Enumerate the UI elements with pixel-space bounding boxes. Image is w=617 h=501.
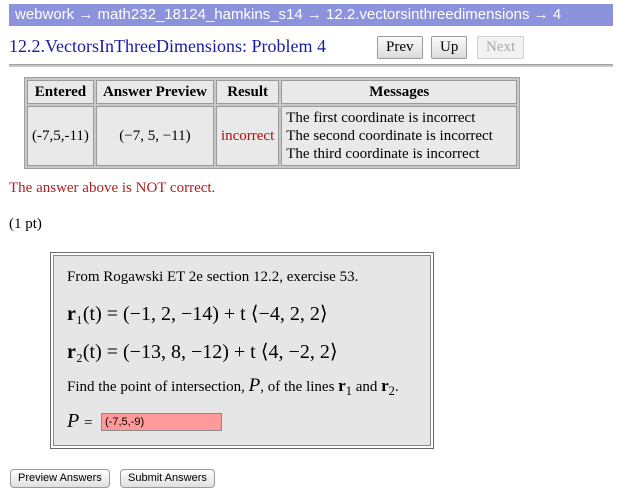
answer-label bbox=[67, 410, 92, 433]
results-table bbox=[24, 77, 520, 169]
problem-box bbox=[50, 252, 434, 449]
header-messages: Messages bbox=[281, 80, 517, 104]
up-button[interactable]: Up bbox=[431, 36, 467, 59]
breadcrumb-current-problem: 4 bbox=[552, 6, 562, 23]
question-text: . bbox=[394, 379, 399, 395]
problem-intro: From Rogawski ET 2e section 12.2, exercise 53. bbox=[67, 269, 359, 285]
prev-button[interactable]: Prev bbox=[377, 36, 423, 59]
header-entered: Entered bbox=[27, 80, 94, 104]
question-text: Find the point of intersection, bbox=[67, 379, 245, 395]
line1-name: r bbox=[338, 376, 346, 395]
message-line: The second coordinate is incorrect bbox=[286, 128, 493, 144]
breadcrumb-separator: → bbox=[533, 6, 549, 23]
next-button: Next bbox=[477, 36, 524, 59]
line2-sub: 2 bbox=[388, 384, 395, 398]
breadcrumb-link-webwork[interactable]: webwork bbox=[15, 6, 75, 23]
breadcrumb bbox=[9, 4, 613, 26]
message-line: The third coordinate is incorrect bbox=[286, 146, 480, 162]
problem-question bbox=[67, 375, 399, 399]
breadcrumb-separator: → bbox=[78, 6, 94, 23]
title-row bbox=[9, 34, 613, 62]
message-line: The first coordinate is incorrect bbox=[286, 110, 476, 126]
eq1-body: ₁(t) = (−1, 2, −14) + t ⟨−4, 2, 2⟩ bbox=[75, 303, 328, 325]
question-var: P bbox=[248, 375, 261, 396]
eq1-vector-name: r bbox=[67, 303, 76, 325]
equation-r2 bbox=[67, 339, 338, 364]
header-result: Result bbox=[216, 80, 279, 104]
answer-equals: = bbox=[83, 415, 93, 431]
entered-value: (-7,5,-11) bbox=[27, 106, 94, 166]
breadcrumb-separator: → bbox=[306, 6, 322, 23]
divider bbox=[9, 64, 613, 67]
answer-var: P bbox=[67, 410, 80, 432]
question-text: , of the lines bbox=[260, 379, 335, 395]
equation-r1 bbox=[67, 301, 328, 326]
header-answer-preview: Answer Preview bbox=[96, 80, 214, 104]
result-status: incorrect bbox=[216, 106, 279, 166]
line2-name: r bbox=[381, 376, 389, 395]
points-value: (1 pt) bbox=[9, 216, 42, 232]
status-message: The answer above is NOT correct. bbox=[9, 180, 216, 196]
table-row bbox=[27, 106, 517, 166]
eq2-body: ₂(t) = (−13, 8, −12) + t ⟨4, −2, 2⟩ bbox=[75, 341, 338, 363]
eq2-vector-name: r bbox=[67, 341, 76, 363]
answer-preview: (−7, 5, −11) bbox=[96, 106, 214, 166]
question-text: and bbox=[355, 379, 378, 395]
breadcrumb-link-set[interactable]: 12.2.vectorsinthreedimensions bbox=[326, 6, 530, 23]
preview-answers-button[interactable]: Preview Answers bbox=[10, 469, 110, 488]
line1-sub: 1 bbox=[345, 384, 352, 398]
messages-cell bbox=[281, 106, 517, 166]
answer-input[interactable]: (-7,5,-9) bbox=[101, 413, 222, 431]
breadcrumb-link-course[interactable]: math232_18124_hamkins_s14 bbox=[97, 6, 303, 23]
page-title: 12.2.VectorsInThreeDimensions: Problem 4 bbox=[9, 36, 326, 56]
submit-answers-button[interactable]: Submit Answers bbox=[120, 469, 215, 488]
